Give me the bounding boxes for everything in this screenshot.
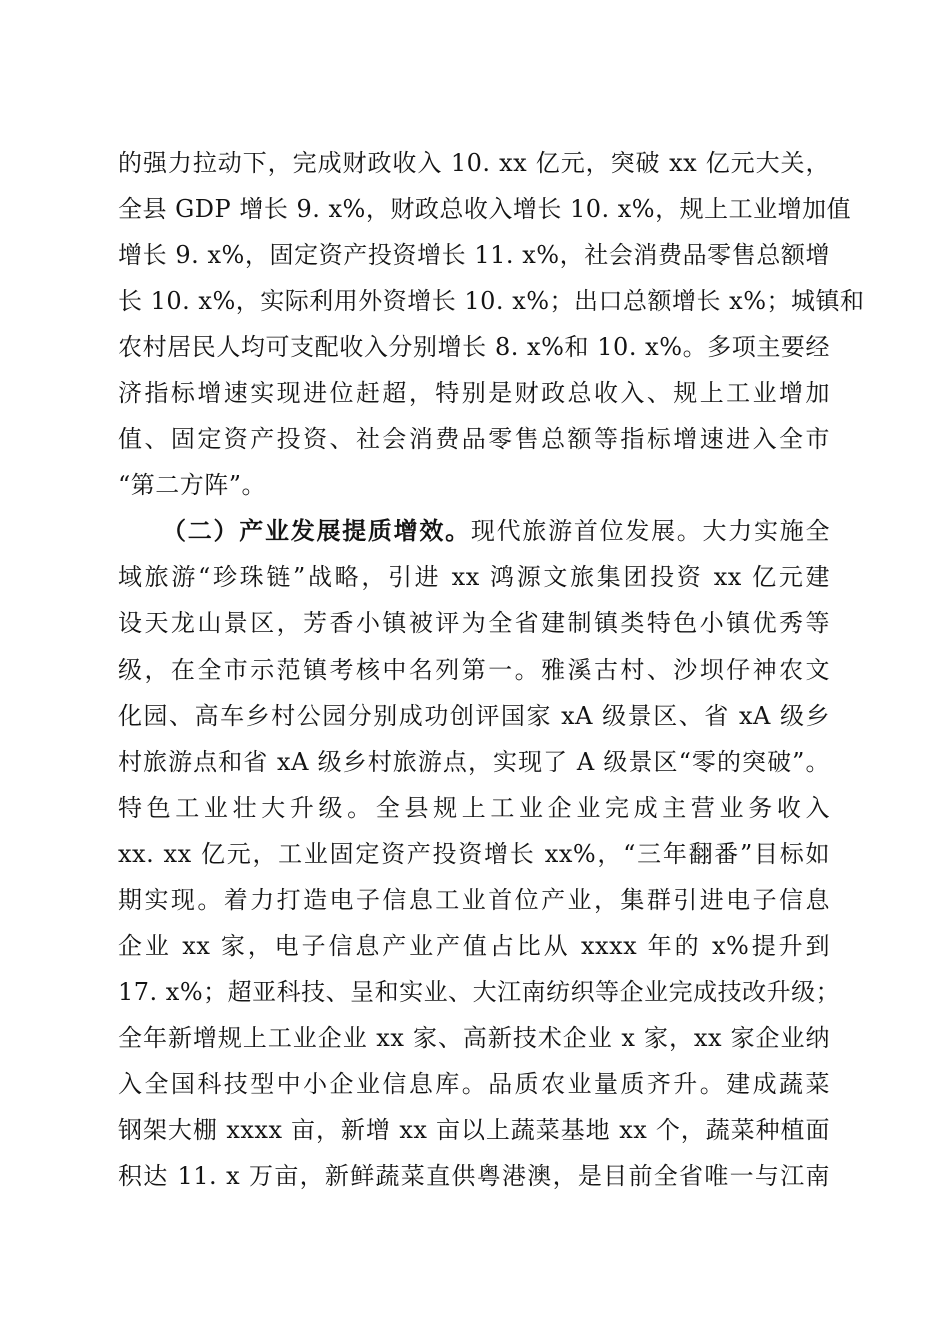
text-span: 现代旅游首位发展。大力实施全 <box>470 517 831 546</box>
text-line: 全年新增规上工业企业 xx 家、高新技术企业 x 家，xx 家企业纳 <box>118 1023 830 1052</box>
text-line: 期实现。着力打造电子信息工业首位产业，集群引进电子信息 <box>118 885 830 914</box>
text-line: 特色工业壮大升级。全县规上工业企业完成主营业务收入 <box>118 793 830 822</box>
text-line: 设天龙山景区，芳香小镇被评为全省建制镇类特色小镇优秀等 <box>118 609 830 638</box>
paragraph-industry-development <box>118 508 841 1199</box>
text-line: 长 10. x%，实际利用外资增长 10. x%；出口总额增长 x%；城镇和 <box>118 287 865 316</box>
text-line: 企业 xx 家，电子信息产业产值占比从 xxxx 年的 x%提升到 <box>118 931 830 960</box>
text-line: 积达 11. x 万亩，新鲜蔬菜直供粤港澳，是目前全省唯一与江南 <box>118 1162 830 1191</box>
text-line: 全县 GDP 增长 9. x%，财政总收入增长 10. x%，规上工业增加值 <box>118 195 852 224</box>
text-line: 17. x%；超亚科技、呈和实业、大江南纺织等企业完成技改升级； <box>118 977 841 1006</box>
text-line: 钢架大棚 xxxx 亩，新增 xx 亩以上蔬菜基地 xx 个，蔬菜种植面 <box>118 1115 830 1144</box>
text-line: 济指标增速实现进位赶超，特别是财政总收入、规上工业增加 <box>118 379 830 408</box>
text-line: xx. xx 亿元，工业固定资产投资增长 xx%，“三年翻番”目标如 <box>118 839 830 868</box>
text-line: 域旅游“珍珠链”战略，引进 xx 鸿源文旅集团投资 xx 亿元建 <box>118 563 830 592</box>
text-line: 级，在全市示范镇考核中名列第一。雅溪古村、沙坝仔神农文 <box>118 655 830 684</box>
text-line: “第二方阵”。 <box>118 471 267 500</box>
text-line: 村旅游点和省 xA 级乡村旅游点，实现了 A 级景区“零的突破”。 <box>118 747 830 776</box>
paragraph-economic-indicators <box>118 140 865 508</box>
text-line-first <box>118 508 830 554</box>
text-line: 入全国科技型中小企业信息库。品质农业量质齐升。建成蔬菜 <box>118 1069 830 1098</box>
text-line: 值、固定资产投资、社会消费品零售总额等指标增速进入全市 <box>118 425 830 454</box>
text-line: 化园、高车乡村公园分别成功创评国家 xA 级景区、省 xA 级乡 <box>118 701 830 730</box>
section-heading: （二）产业发展提质增效。 <box>162 516 471 546</box>
text-line: 农村居民人均可支配收入分别增长 8. x%和 10. x%。多项主要经 <box>118 333 830 362</box>
document-body <box>118 140 865 1199</box>
text-line: 增长 9. x%，固定资产投资增长 11. x%，社会消费品零售总额增 <box>118 241 830 270</box>
text-line: 的强力拉动下，完成财政收入 10. xx 亿元，突破 xx 亿元大关， <box>118 149 830 177</box>
